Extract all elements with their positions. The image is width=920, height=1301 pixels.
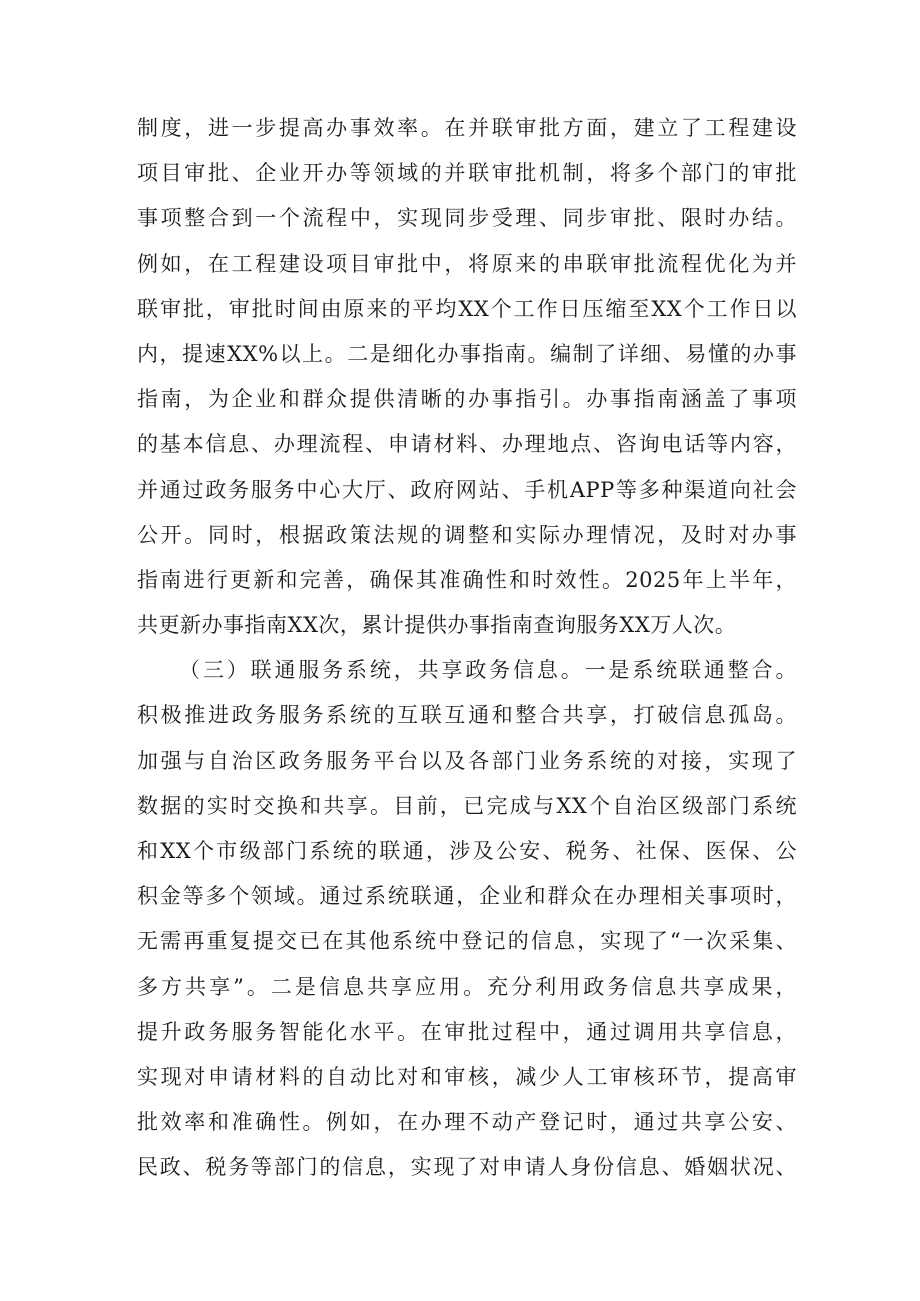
text-line: 指南，为企业和群众提供清晰的办事指引。办事指南涵盖了事项: [137, 387, 797, 412]
text-line: 和XX个市级部门系统的联通，涉及公安、税务、社保、医保、公: [137, 839, 797, 863]
text-line: 内，提速XX%以上。二是细化办事指南。编制了详细、易懂的办事: [137, 341, 797, 366]
section-heading-line: （三）联通服务系统，共享政务信息。一是系统联通整合。: [179, 658, 797, 683]
text-line: 制度，进一步提高办事效率。在并联审批方面，建立了工程建设: [137, 116, 797, 140]
text-line: 公开。同时，根据政策法规的调整和实际办理情况，及时对办事: [137, 522, 797, 547]
text-line: 的基本信息、办理流程、申请材料、办理地点、咨询电话等内容，: [137, 432, 797, 457]
text-line: 项目审批、企业开办等领域的并联审批机制，将多个部门的审批: [137, 161, 797, 186]
text-line: 民政、税务等部门的信息，实现了对申请人身份信息、婚姻状况、: [137, 1155, 797, 1180]
text-line: 提升政务服务智能化水平。在审批过程中，通过调用共享信息，: [137, 1019, 797, 1044]
text-line: 积极推进政务服务系统的互联互通和整合共享，打破信息孤岛。: [137, 703, 797, 728]
text-line: 无需再重复提交已在其他系统中登记的信息，实现了“一次采集、: [137, 929, 797, 954]
text-line: 加强与自治区政务服务平台以及各部门业务系统的对接，实现了: [137, 748, 797, 773]
text-line: 积金等多个领域。通过系统联通，企业和群众在办理相关事项时，: [137, 884, 797, 909]
text-line: 联审批，审批时间由原来的平均XX个工作日压缩至XX个工作日以: [137, 296, 797, 321]
text-line: 多方共享”。二是信息共享应用。充分利用政务信息共享成果，: [137, 974, 797, 999]
text-line: 实现对申请材料的自动比对和审核，减少人工审核环节，提高审: [137, 1064, 797, 1089]
text-line: 例如，在工程建设项目审批中，将原来的串联审批流程优化为并: [137, 251, 797, 276]
text-line: 并通过政务服务中心大厅、政府网站、手机APP等多种渠道向社会: [137, 477, 797, 502]
text-line: 数据的实时交换和共享。目前，已完成与XX个自治区级部门系统: [137, 793, 797, 818]
text-line: 共更新办事指南XX次，累计提供办事指南查询服务XX万人次。: [137, 613, 737, 638]
text-line: 指南进行更新和完善，确保其准确性和时效性。2025年上半年，: [137, 567, 797, 592]
document-body: [137, 106, 797, 1191]
text-line: 事项整合到一个流程中，实现同步受理、同步审批、限时办结。: [137, 206, 797, 231]
text-line: 批效率和准确性。例如，在办理不动产登记时，通过共享公安、: [137, 1110, 797, 1135]
